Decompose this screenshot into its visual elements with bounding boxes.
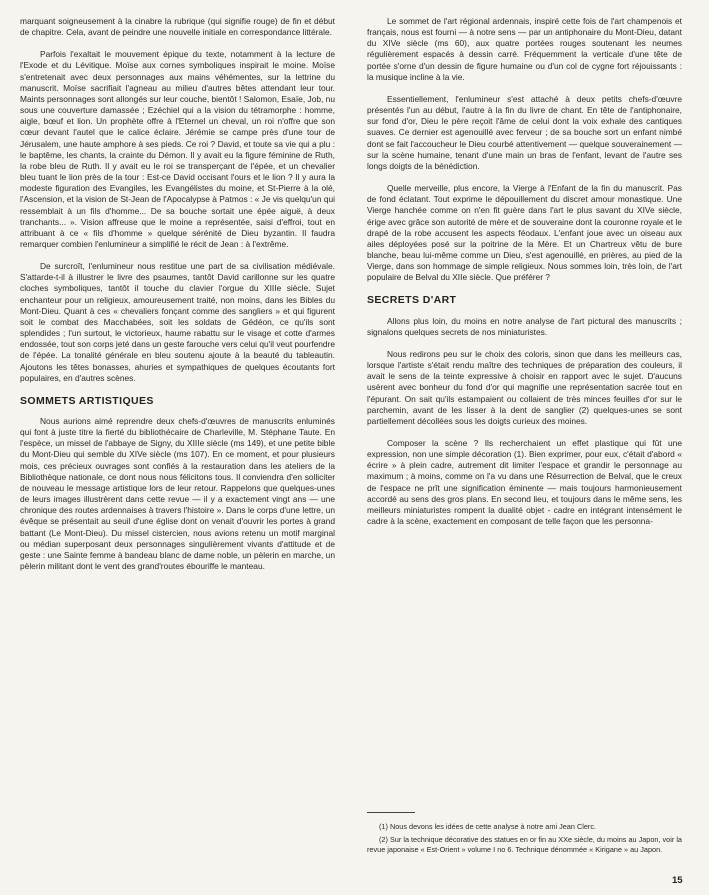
paragraph: Quelle merveille, plus encore, la Vierge à l'Enfant de la fin du manuscrit. Pas de fond éclatant. Tout exprime le dépouillement du discret amour monastique. Une Vierge hanchée comme on n'en fit guère dans l'art le plus savant du XIVe siècle, érige avec grâce son autorité de mère et de souveraine dont la couronne royale et le drapé de la robe accusent les aspects féodaux. L'enfant joue avec un oiseau aux ailes déployées posé sur la poitrine de la Mère. Et un Chartreux vêtu de bure blanche, beau lui-même comme un Dieu, s'est agenouillé, en prières, au pied de la Vierge, dans son hommage de simple religieux. Nous sommes loin, très loin, de l'art populaire de Belval du XIIe siècle. Que préférer ? xyxy=(367,183,682,283)
left-column xyxy=(20,16,335,583)
right-column xyxy=(367,16,682,538)
section-heading-sommets: SOMMETS ARTISTIQUES xyxy=(20,394,154,407)
paragraph: Composer la scène ? Ils recherchaient un effet plastique qui fût une expression, non une simple décoration (1). Bien exprimer, pour eux, c'était d'abord « écrire » à plein cadre, autrement dit limiter l'espace et grandir le personnage au maximum ; à moins, comme on l'a vu dans une Résurrection de Belval, que le creux de l'espace ne prît une signification éminente — mais toujours harmonieusement accordé au sens des gros plans. En second lieu, et toujours dans le même sens, les meilleurs miniaturistes rompent la dualité objet - cadre en intégrant intensément le cadre à la scène, exactement en composant de telle façon que les personna- xyxy=(367,438,682,527)
paragraph: Nous redirons peu sur le choix des coloris, sinon que dans les meilleurs cas, lorsque l'artiste s'était rendu maître des techniques de préparation des couleurs, il avait le sens de la teinte expressive à choisir en rapport avec le sujet. D'aucuns usèrent avec bonheur du fond d'or qui magnifie une représentation sacrée tout en l'épurant. On sait qu'ils estampaient ou collaient de très minces feuilles d'or sur le parchemin, avant de les lisser à la dent de sanglier (2) quelques-unes se sont partiellement décollées sous les doigts curieux des moines. xyxy=(367,348,682,426)
paragraph: De surcroît, l'enlumineur nous restitue une part de sa civilisation médiévale. S'attarde-t-il à illustrer le livre des psaumes, tantôt David carillonne sur les quatre cloches symboliques, tantôt il touche du clavier l'orgue du XIIIe siècle. Sujet enchanteur pour un religieux, amoureusement traité, non moins, dans les Bibles du Mont-Dieu. Quant à ces « chevaliers fonçant comme des sangliers » et qui figurent soit le combat des Macchabées, soit les soldats de Gédéon, ce qu'ils sont splendides ; l'un surtout, le victorieux, haume rabattu sur le visage et cotte d'armes endossée, tout son corps jeté dans un geste farouche vers celui qu'il veut pourfendre de l'épée. La tonalité générale en bleu soutenu ajoute à la beauté du tableautin. Ajoutons les têtes bonasses, ahuries et sympathiques de quelques écoutants fort populaires, en d'autres scènes. xyxy=(20,261,335,383)
paragraph: Allons plus loin, du moins en notre analyse de l'art pictural des manuscrits ; signalons quelques secrets de nos miniaturistes. xyxy=(367,315,682,337)
footnote-2: (2) Sur la technique décorative des statues en or fin au XXe siècle, du moins au Japon, voir la revue japonaise « Est-Orient » volume I no 6. Technique dénommée « Kirigane » au Japon. xyxy=(367,835,682,854)
paragraph: Essentiellement, l'enlumineur s'est attaché à deux petits chefs-d'œuvre présentés l'un au début, l'autre à la fin du livre de chant. En tête de l'antiphonaire, sur fond d'or, Dieu le père reçoit l'âme de celui dont la voix exhale des cantiques suaves. Ce dernier est agenouillé avec ferveur ; de sa bouche sort un enfant nimbé dont se fait l'accoucheur le Dieu courbé attentivement — quelque souverainement — sur la scène humaine, tenant d'une main un bras de l'enfant, levant de l'autre ses longs doigts de la bénédiction. xyxy=(367,93,682,171)
paragraph: marquant soigneusement à la cinabre la rubrique (qui signifie rouge) de fin et début de chapitre. Cela, avant de peindre une nouvelle initiale en correspondance littérale. xyxy=(20,16,335,38)
page-number: 15 xyxy=(672,875,683,886)
paragraph: Nous aurions aimé reprendre deux chefs-d'œuvres de manuscrits enluminés qui font à juste titre la fierté du bibliothécaire de Charleville, M. Stéphane Taute. En l'espèce, un missel de l'abbaye de Signy, du XIIIe siècle (ms 149), et une petite bible du Mont-Dieu qui semble du XIVe siècle (ms 107). En ce moment, et pour plusieurs mois, ces précieux ouvrages sont confiés à la restauration dans les ateliers de la Bibliothèque nationale, ce dont nous nous félicitons tous. Il conviendra d'en solliciter de nouveau le message artistique lors de leur retour. Rappelons que quelques-unes de leurs images illustrèrent dans cette revue — il y a exactement vingt ans — une chronique des routes ardennaises à travers l'histoire ». Dans le corps d'une lettre, un évêque se présentait au seuil d'une église dont on venait d'ouvrir les portes à grand battant (Le Mont-Dieu). Du missel cistercien, nous avions retenu un motif marginal ou médian superposant deux personnages singulièrement vivants d'attitude et de geste : une Sainte femme à bandeau blanc de dame noble, un pèlerin en marche, un pèlerin militant dont le vent des grand'routes ébouriffe le manteau. xyxy=(20,416,335,572)
paragraph: Parfois l'exaltait le mouvement épique du texte, notamment à la lecture de l'Exode et du Lévitique. Moïse aux cornes symboliques inspirait le moine. Moïse s'entretenait avec deux personnages aux mains véhémentes, sur la lettrine du manuscrit. Moïse sacrifiait l'agneau au milieu d'autres bêtes attendant leur tour. Maints personnages sont allongés sur leur couche, bientôt ! Salomon, Esaïe, Job, nu sous une couverture damassée ; Ezéchiel qui a la vision du tétramorphe : homme, aigle, bœuf et lion. Un prophète offre à l'Eternel un cheval, un roi n'offre que son cœur devant l'autel que le calice éclaire. Jérémie se campe près d'une tour de Jérusalem, une haute amphore à ses pieds. Ce roi ? David, et toute sa vie qui a plu : le baptême, les chants, la crainte du Démon. Il y avait eu la figure féminine de Ruth, la robe bleu de Ruth. Il y avait eu le roi se transperçant de l'épée, et un chevalier bleu tuant le lion près de la tour : Est-ce David occisant l'ours et le lion ? Il y aura la modeste figuration des Evangiles, les Evangélistes du moine, et St-Pierre à la olé, l'Ascension, et la vision de St-Jean de l'Apocalypse à Patmos : « Je vis quelqu'un qui ressemblait à un fils d'homme... De sa bouche sortait une épée aiguë, à deux tranchants... ». Vision affreuse que le moine a représentée, saisi d'effroi, tout en attribuant à ce « fils d'homme » quelque sérénité de Dieu byzantin. Il faudra remarquer combien l'enlumineur a simplifié le récit de Jean : à l'extrême. xyxy=(20,49,335,249)
footnotes xyxy=(367,822,682,858)
footnote-1: (1) Nous devons les idées de cette analyse à notre ami Jean Clerc. xyxy=(379,822,596,831)
section-heading-secrets: SECRETS D'ART xyxy=(367,294,457,307)
footnote-divider xyxy=(367,812,415,813)
paragraph: Le sommet de l'art régional ardennais, inspiré cette fois de l'art champenois et français, nous est fourni — à notre sens — par un antiphonaire du Mont-Dieu, datant du XIVe siècle (ms 60), aux quatre portées rouges soutenant les neumes régulièrement espacés à dessin carré. Fréquemment la verticale d'une tête de portée s'orne d'un dessin de figure humaine ou d'un col de cygne fort réjouissants : la musique incline à la vie. xyxy=(367,16,682,82)
